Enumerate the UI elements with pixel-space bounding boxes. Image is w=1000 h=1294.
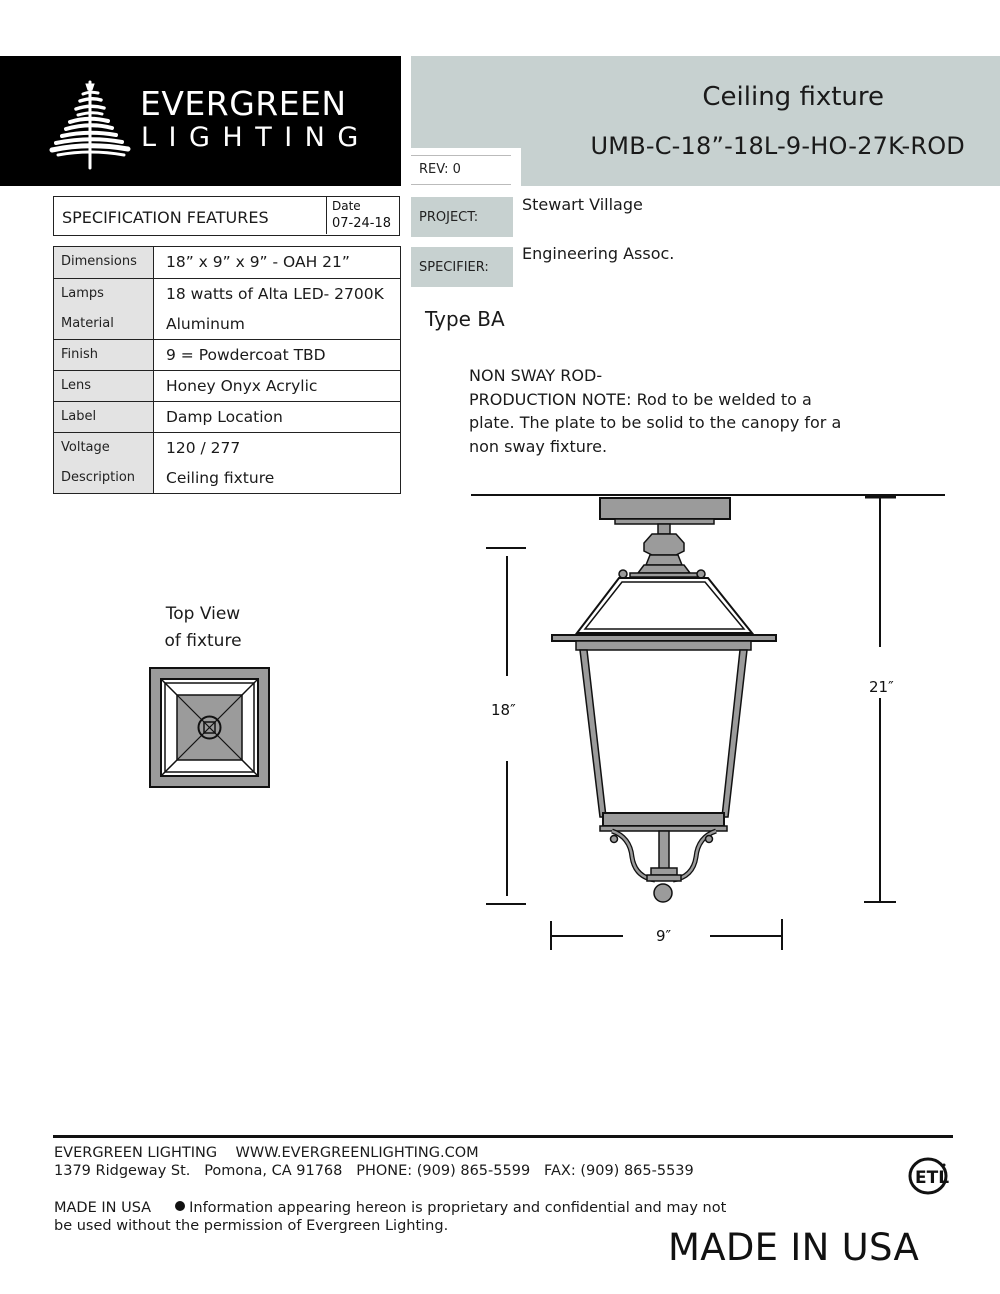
note-line: NON SWAY ROD- xyxy=(469,366,603,385)
date-value: 07-24-18 xyxy=(332,216,392,231)
spec-value: Honey Onyx Acrylic xyxy=(166,377,318,395)
top-view-line2: of fixture xyxy=(164,631,242,651)
brand-name-evergreen: EVERGREEN xyxy=(140,84,347,123)
footer-company-website: EVERGREEN LIGHTING WWW.EVERGREENLIGHTING.COM xyxy=(54,1145,479,1161)
top-view-label xyxy=(150,601,256,655)
footer-divider xyxy=(53,1135,953,1138)
project-label: PROJECT: xyxy=(411,197,513,237)
table-row xyxy=(54,371,401,402)
spec-label: Lens xyxy=(61,378,92,393)
spec-value: 18” x 9” x 9” - OAH 21” xyxy=(166,253,350,271)
spec-date-cell xyxy=(326,197,399,234)
table-row xyxy=(54,279,401,340)
fixture-type: Type BA xyxy=(425,307,505,331)
spec-features-title: SPECIFICATION FEATURES xyxy=(62,208,269,227)
table-row xyxy=(54,247,401,279)
width-9-label: 9″ xyxy=(656,927,672,945)
table-row xyxy=(54,340,401,371)
spec-label: Label xyxy=(61,409,97,424)
disclaimer-text: Information appearing hereon is proprietary and confidential and may not xyxy=(189,1200,727,1216)
etl-listed-icon xyxy=(906,1156,952,1198)
specifier-value: Engineering Assoc. xyxy=(522,244,675,263)
revision-label: REV: 0 xyxy=(419,162,461,177)
brand-name-lighting: LIGHTING xyxy=(141,122,371,153)
spec-label: Material xyxy=(61,316,114,331)
fixture-sku: UMB-C-18”-18L-9-HO-27K-ROD xyxy=(590,132,965,160)
svg-text:ETL: ETL xyxy=(915,1168,950,1188)
spec-features-header xyxy=(53,196,400,236)
specifier-label: SPECIFIER: xyxy=(411,247,513,287)
fixture-title: Ceiling fixture xyxy=(702,82,884,112)
table-row xyxy=(54,433,401,494)
footer-disclaimer-line2: be used without the permission of Evergreen Lighting. xyxy=(54,1218,449,1234)
spec-value: Aluminum xyxy=(166,315,245,333)
bullet-icon xyxy=(175,1201,185,1211)
table-row xyxy=(54,402,401,433)
revision-box xyxy=(411,148,521,186)
project-value: Stewart Village xyxy=(522,195,643,214)
spec-value: 18 watts of Alta LED- 2700K xyxy=(166,285,384,303)
spec-table xyxy=(53,246,401,494)
spec-label: Finish xyxy=(61,347,99,362)
revision-field xyxy=(411,155,511,185)
fixture-top-view-illustration xyxy=(149,667,270,788)
note-line: plate. The plate to be solid to the canopy for a xyxy=(469,413,842,432)
date-label: Date xyxy=(332,199,361,213)
spec-value: Ceiling fixture xyxy=(166,469,275,487)
height-18-label: 18″ xyxy=(491,701,516,719)
top-view-line1: Top View xyxy=(165,604,241,624)
evergreen-tree-icon xyxy=(48,78,132,170)
note-line: PRODUCTION NOTE: Rod to be welded to a xyxy=(469,389,812,409)
spec-label: Dimensions xyxy=(61,254,137,269)
fixture-elevation-drawing xyxy=(460,485,960,955)
spec-label: Lamps xyxy=(61,286,104,301)
note-line: non sway fixture. xyxy=(469,436,608,456)
spec-value: Damp Location xyxy=(166,408,283,426)
brand-logo-block xyxy=(0,56,401,186)
made-in-usa-small: MADE IN USA xyxy=(54,1200,152,1216)
made-in-usa-banner: MADE IN USA xyxy=(668,1226,920,1269)
spec-label: Voltage xyxy=(61,440,110,455)
production-note xyxy=(469,364,869,458)
spec-label: Description xyxy=(61,470,136,485)
spec-value: 9 = Powdercoat TBD xyxy=(166,346,326,364)
spec-value: 120 / 277 xyxy=(166,439,241,457)
footer-address-phone: 1379 Ridgeway St. Pomona, CA 91768 PHONE: (909) 865-5599 FAX: (909) 865-5539 xyxy=(54,1163,694,1179)
height-21-label: 21″ xyxy=(869,678,894,696)
footer-disclaimer-line1 xyxy=(54,1200,726,1216)
